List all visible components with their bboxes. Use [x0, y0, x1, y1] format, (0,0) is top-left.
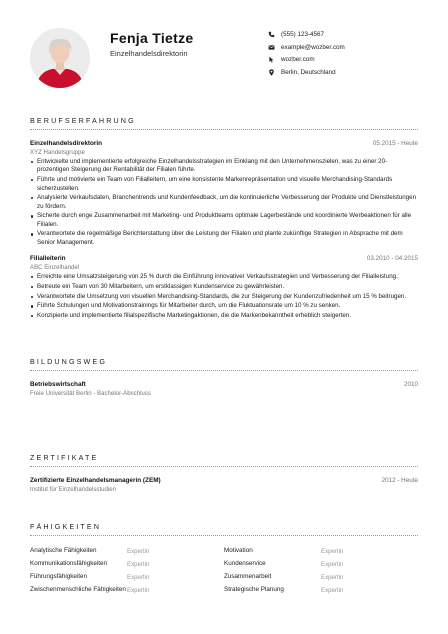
- phone-icon: [268, 31, 275, 38]
- contact-email: [268, 41, 345, 54]
- list-item: Verantwortete die Umsetzung von visuellen Merchandising-Standards, die zur Steigerung der Kundenzufriedenheit um 15 % beitrugen.: [30, 293, 418, 301]
- section-title-certificates: ZERTIFIKATE: [30, 453, 99, 462]
- skills-grid: [30, 545, 418, 596]
- email-icon: [268, 44, 275, 51]
- skill-level: Expertin: [127, 573, 150, 581]
- entry-date: 03.2010 - 04.2015: [366, 255, 418, 263]
- skill-name: Zwischenmenschliche Fähigkeiten: [30, 586, 126, 594]
- entry-title: Zertifizierte Einzelhandelsmanagerin (ZEM): [30, 477, 161, 484]
- entry-title: Betriebswirtschaft: [30, 381, 86, 388]
- certificate-entry: [30, 477, 418, 495]
- entry-title: Einzelhandelsdirektorin: [30, 140, 103, 147]
- section-divider: [30, 466, 418, 467]
- entry-bullets: [30, 158, 418, 247]
- skill-level: Expertin: [321, 560, 344, 568]
- list-item: Analysierte Verkaufsdaten, Branchentrends und Kundenfeedback, um die kontinuierliche Verbesserung der Produkte und Dienstleistungen zu fördern.: [30, 194, 418, 211]
- avatar: [30, 28, 90, 88]
- full-name: Fenja Tietze: [110, 30, 194, 46]
- skill-name: Führungsfähigkeiten: [30, 573, 88, 581]
- link-icon: [268, 56, 275, 63]
- entry-date: 05.2015 - Heute: [372, 140, 418, 147]
- section-experience: [30, 116, 418, 322]
- list-item: Verantwortete die regelmäßige Berichterstattung über die Leistung der Filialen und plante zukünftige Strategien in Absprache mit dem Senior Management.: [30, 230, 418, 247]
- skill-level: Expertin: [127, 547, 150, 555]
- skill-level: Expertin: [321, 573, 344, 581]
- skill-level: Expertin: [321, 586, 344, 594]
- list-item: Entwickelte und implementierte erfolgreiche Einzelhandelsstrategien im Einklang mit den Unternehmenszielen, was zu einer 20-prozentigen Steigerung der Rentabilität der Filialen führte.: [30, 158, 418, 175]
- section-certificates: [30, 453, 418, 495]
- list-item: Sicherte durch enge Zusammenarbeit mit Marketing- und Produktteams optimale Lagerbestände und koordinierte Werbeaktionen für alle Filialen.: [30, 212, 418, 229]
- location-icon: [268, 69, 275, 76]
- skill-name: Analytische Fähigkeiten: [30, 547, 97, 555]
- job-title: Einzelhandelsdirektorin: [110, 49, 188, 58]
- entry-subtitle: Institut für Einzelhandelsstudien: [30, 486, 117, 493]
- contact-website: [268, 53, 345, 66]
- contact-website-text: wozber.com: [281, 56, 315, 64]
- entry-subtitle: Freie Universität Berlin - Bachelor-Abschluss: [30, 390, 151, 397]
- contact-location-text: Berlin, Deutschland: [281, 68, 336, 76]
- skill-name: Kundenservice: [224, 560, 266, 568]
- contact-email-text: example@wozber.com: [281, 43, 345, 51]
- entry-bullets: [30, 273, 418, 320]
- education-entry: [30, 381, 418, 399]
- section-skills: [30, 522, 418, 596]
- experience-entry: [30, 140, 418, 247]
- skill-name: Strategische Planung: [224, 586, 284, 594]
- section-title-education: BILDUNGSWEG: [30, 357, 108, 366]
- list-item: Konzipierte und implementierte filialspezifische Marketingaktionen, die die Markenbekanntheit erheblich steigerten.: [30, 312, 418, 320]
- skill-name: Zusammenarbeit: [224, 573, 272, 581]
- list-item: Führte und motivierte ein Team von Filialleitern, um eine konsistente Markenrepräsentation und visuelle Merchandising-Standards sicherzustellen.: [30, 176, 418, 193]
- contact-phone-text: (555) 123-4567: [281, 30, 325, 38]
- contact-list: [268, 28, 345, 79]
- avatar-portrait: [30, 28, 90, 88]
- section-divider: [30, 129, 418, 130]
- section-title-skills: FÄHIGKEITEN: [30, 522, 102, 531]
- contact-location: [268, 66, 345, 79]
- skill-level: Expertin: [127, 586, 150, 594]
- resume-header: [0, 0, 448, 100]
- skill-name: Motivation: [224, 547, 253, 555]
- contact-phone: [268, 28, 345, 41]
- entry-date: 2012 - Heute: [381, 477, 418, 484]
- skill-level: Expertin: [127, 560, 150, 568]
- section-title-experience: BERUFSERFAHRUNG: [30, 116, 136, 125]
- experience-entry: [30, 255, 418, 320]
- entry-company: ABC Einzelhandel: [30, 264, 80, 272]
- entry-date: 2010: [403, 381, 418, 388]
- section-divider: [30, 535, 418, 536]
- list-item: Betreute ein Team von 30 Mitarbeitern, um erstklassigen Kundenservice zu gewährleisten.: [30, 283, 418, 291]
- section-education: [30, 357, 418, 399]
- section-divider: [30, 370, 418, 371]
- list-item: Führte Schulungen und Motivationstrainings für Mitarbeiter durch, um die Fluktuationsrate um 10 % zu senken.: [30, 302, 418, 310]
- entry-title: Filialleiterin: [30, 255, 66, 263]
- entry-company: XYZ Handelsgruppe: [30, 149, 85, 156]
- skill-level: Expertin: [321, 547, 344, 555]
- list-item: Erreichte eine Umsatzsteigerung von 25 % durch die Einführung innovativer Verkaufsstrategien und Verbesserung der Filialleistung.: [30, 273, 418, 281]
- skill-name: Kommunikationsfähigkeiten: [30, 560, 108, 568]
